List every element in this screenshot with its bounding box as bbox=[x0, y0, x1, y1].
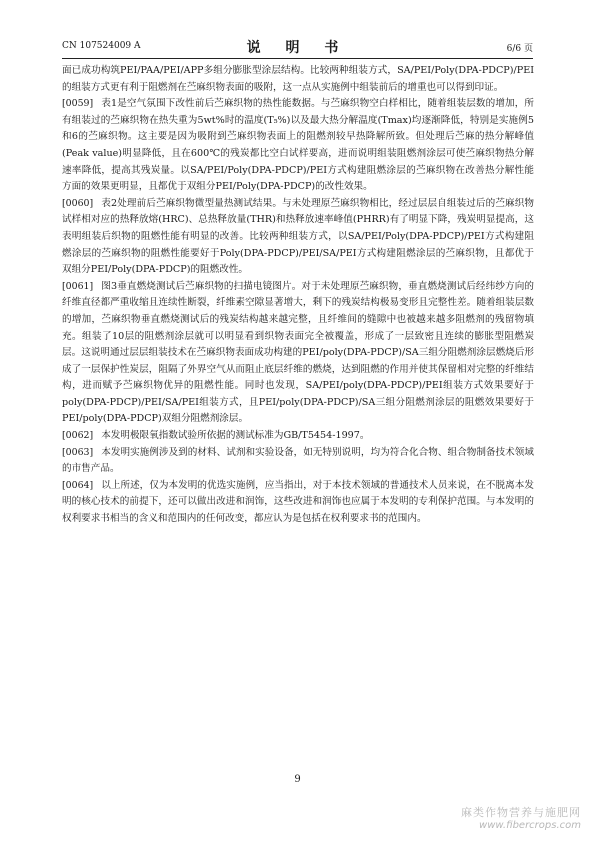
paragraph-text: 图3垂直燃烧测试后苎麻织物的扫描电镜图片。对于未处理原苎麻织物，垂直燃烧测试后经纬纱方向的纤维直径都严重收缩且连续性断裂，纤维素空隙显著增大，剩下的残炭结构极易变形且完整性差。随着组装层数的增加，苎麻织物垂直燃烧测试后的残炭结构越来越完整，且纤维间的缝隙中也被越来越多阻燃剂的残留物填充。组装了10层的阻燃剂涂层就可以明显看到织物表面完全被覆盖，形成了一层致密且连续的膨胀型阻燃炭层。这说明通过层层组装技术在苎麻织物表面成功构建的PEI/poly(DPA-PDCP)/SA三组分阻燃剂涂层燃烧后形成了一层保护性炭层，阻隔了外界空气从而阻止底层纤维的燃烧，达到阻燃的作用并使其保留相对完整的纤维结构，进而赋予苎麻织物优异的阻燃性能。同时也发现，SA/PEI/poly(DPA-PDCP)/PEI组装方式效果要好于poly(DPA-PDCP)/PEI/SA/PEI组装方式，且PEI/poly(DPA-PDCP)/SA三组分阻燃剂涂层的阻燃效果要好于PEI/poly(DPA-PDCP)双组分阻燃剂涂层。 bbox=[62, 280, 534, 425]
paragraph-text: 本发明实施例涉及到的材料、试剂和实验设备，如无特别说明，均为符合化合物、组合物制备技术领域的市售产品。 bbox=[62, 446, 534, 475]
paragraph-number: [0062] bbox=[62, 430, 94, 442]
paragraph-0060 bbox=[62, 196, 534, 279]
paragraph-text: 本发明极限氧指数试验所依据的测试标准为GB/T5454-1997。 bbox=[101, 430, 370, 442]
paragraph-0061 bbox=[62, 279, 534, 428]
paragraph-number: [0063] bbox=[62, 446, 94, 458]
document-title: 说 明 书 bbox=[246, 40, 349, 56]
paragraph-0059 bbox=[62, 96, 534, 196]
watermark-site-name: 麻类作物营养与施肥网 bbox=[461, 806, 581, 819]
paragraph-text: 以上所述，仅为本发明的优选实施例，应当指出，对于本技术领域的普通技术人员来说，在不脱离本发明的核心技术的前提下，还可以做出改进和润饰，这些改进和润饰也应属于本发明的专利保护范围。与本发明的权利要求书相当的含义和范围内的任何改变，都应认为是包括在权利要求书的范围内。 bbox=[62, 479, 534, 525]
paragraph-number: [0060] bbox=[62, 197, 94, 209]
paragraph-number: [0059] bbox=[62, 98, 94, 110]
paragraph-0064 bbox=[62, 478, 534, 528]
page-indicator: 6/6 页 bbox=[506, 44, 533, 54]
site-watermark bbox=[461, 806, 581, 832]
paragraph-0063 bbox=[62, 445, 534, 478]
watermark-url: www.fibercrops.com bbox=[479, 820, 581, 831]
paragraph-text: 表1是空气氛围下改性前后苎麻织物的热性能数据。与苎麻织物空白样相比，随着组装层数的增加，所有组装过的苎麻织物在热失重为5wt%时的温度(T₅%)以及最大热分解温度(Tmax)均逐渐降低，特别是实施例5和6的苎麻织物。这主要是因为吸附到苎麻织物表面上的阻燃剂较早热降解所致。但处理后苎麻的热分解峰值(Peak value)明显降低，且在600℃的残炭都比空白试样要高，进而说明组装阻燃剂涂层可使苎麻织物热分解速率降低，提高其残炭量。以SA/PEI/Poly(DPA-PDCP)/PEI方式构建阻燃涂层的苎麻织物在改善热分解性能方面的效果更明显，且都优于双组分PEI/Poly(DPA-PDCP)的改性效果。 bbox=[62, 98, 534, 193]
header-divider bbox=[62, 58, 533, 59]
patent-number: CN 107524009 A bbox=[62, 41, 141, 51]
page-header bbox=[62, 38, 533, 54]
paragraph-0062 bbox=[62, 428, 534, 445]
paragraph-number: [0061] bbox=[62, 280, 94, 292]
paragraph-continued bbox=[62, 63, 534, 96]
paragraph-text: 面已成功构筑PEI/PAA/PEI/APP多组分膨胀型涂层结构。比较两种组装方式，SA/PEI/Poly(DPA-PDCP)/PEI的组装方式更有利于阻燃剂在苎麻织物表面的吸附，这一点从实施例中组装前后的增重也可以得到印证。 bbox=[62, 65, 534, 93]
document-body bbox=[62, 63, 534, 528]
page-number: 9 bbox=[294, 774, 301, 785]
paragraph-number: [0064] bbox=[62, 479, 94, 491]
paragraph-text: 表2处理前后苎麻织物微型量热测试结果。与未处理原苎麻织物相比，经过层层自组装过后的苎麻织物试样相对应的热释放熔(HRC)、总热释放量(THR)和热释放速率峰值(PHRR)有了明显下降，残炭明显提高，这表明组装后织物的阻燃性能有明显的改善。比较两种组装方式，以SA/PEI/Poly(DPA-PDCP)/PEI方式构建阻燃涂层的苎麻织物的阻燃性能要好于Poly(DPA-PDCP)/PEI/SA/PEI方式构建阻燃涂层的苎麻织物，且都优于双组分PEI/Poly(DPA-PDCP)的阻燃改性。 bbox=[62, 197, 534, 276]
